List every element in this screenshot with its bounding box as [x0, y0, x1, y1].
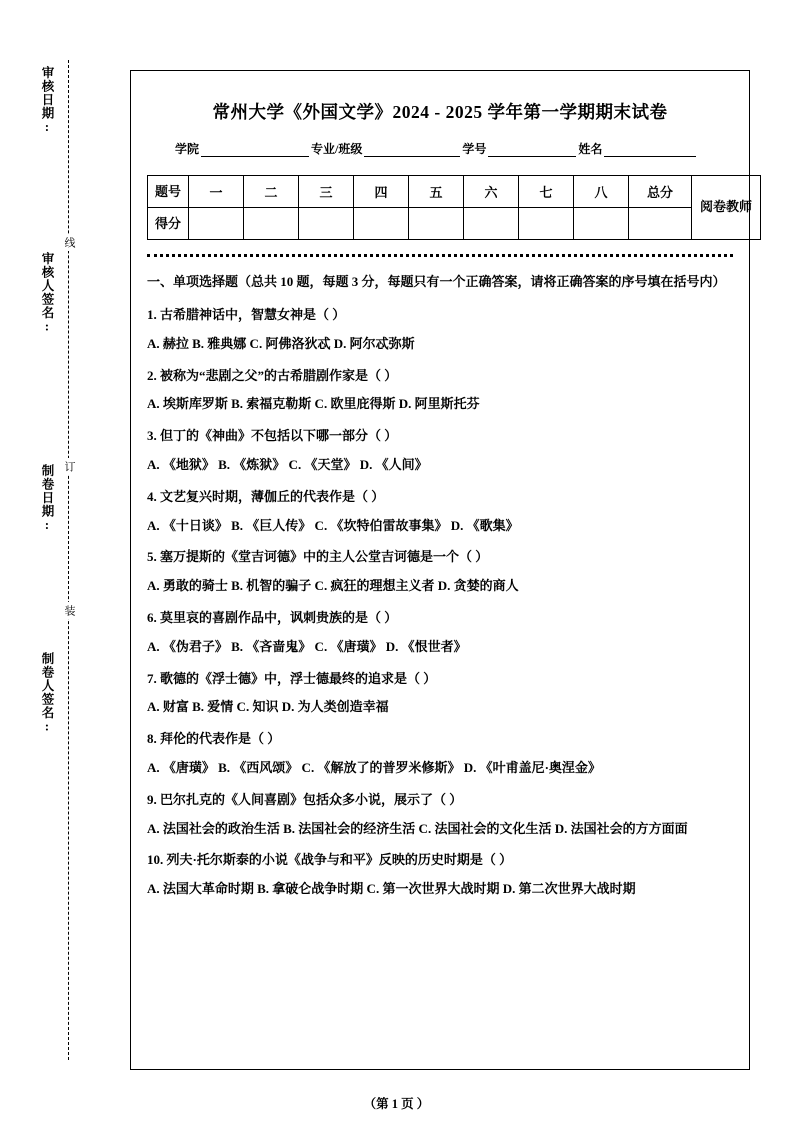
paper-date-label: 制卷日期:: [40, 464, 54, 533]
score-col-5: 五: [409, 176, 464, 208]
reviewer-sign-label: 审核人签名:: [40, 252, 54, 335]
field-college-input[interactable]: [201, 143, 309, 157]
paper-sign-label: 制卷人签名:: [40, 652, 54, 735]
field-student-id-label: 学号: [462, 142, 487, 156]
field-college-label: 学院: [175, 142, 200, 156]
score-cell-7[interactable]: [519, 208, 574, 240]
student-info-row: [147, 140, 733, 157]
question-body: [147, 271, 733, 900]
question-options: A. 财富 B. 爱情 C. 知识 D. 为人类创造幸福: [147, 699, 389, 715]
field-major-class: [311, 140, 462, 157]
score-col-teacher: 阅卷教师: [692, 176, 761, 240]
review-date-label: 审核日期:: [40, 66, 54, 135]
score-cell-total[interactable]: [629, 208, 692, 240]
question-stem: 7. 歌德的《浮士德》中，浮士德最终的追求是（ ）: [147, 670, 437, 686]
question-stem: 3. 但丁的《神曲》不包括以下哪一部分（ ）: [147, 428, 398, 444]
seal-mark-bind: 订: [61, 458, 77, 475]
score-col-8: 八: [574, 176, 629, 208]
score-col-3: 三: [299, 176, 354, 208]
dashed-fold-line: [68, 60, 69, 1060]
score-cell-4[interactable]: [354, 208, 409, 240]
question-options: A. 《唐璜》 B. 《西风颂》 C. 《解放了的普罗米修斯》 D. 《叶甫盖尼·奥涅金》: [147, 760, 601, 776]
question-stem: 1. 古希腊神话中，智慧女神是（ ）: [147, 307, 346, 323]
score-table: [147, 175, 761, 240]
page-title: 常州大学《外国文学》2024 - 2025 学年第一学期期末试卷: [212, 102, 668, 122]
field-name: [578, 140, 698, 157]
score-table-head-question: 题号: [148, 176, 189, 208]
score-col-2: 二: [244, 176, 299, 208]
question-stem: 2. 被称为“悲剧之父”的古希腊剧作家是（ ）: [147, 367, 398, 383]
seal-mark-pack: 装: [61, 602, 77, 619]
score-table-head-score: 得分: [148, 208, 189, 240]
question-stem: 6. 莫里哀的喜剧作品中，讽刺贵族的是（ ）: [147, 610, 398, 626]
exam-sheet: [130, 70, 750, 1070]
score-col-total: 总分: [629, 176, 692, 208]
score-cell-6[interactable]: [464, 208, 519, 240]
field-student-id: [462, 140, 578, 157]
question-stem: 10. 列夫·托尔斯泰的小说《战争与和平》反映的历史时期是（ ）: [147, 852, 513, 868]
table-row-scores: [148, 208, 761, 240]
score-col-7: 七: [519, 176, 574, 208]
section-heading: 一、单项选择题（总共 10 题，每题 3 分，每题只有一个正确答案，请将正确答案的序号填在括号内）: [147, 274, 726, 289]
score-cell-3[interactable]: [299, 208, 354, 240]
field-name-input[interactable]: [604, 143, 696, 157]
score-col-1: 一: [189, 176, 244, 208]
question-options: A. 法国社会的政治生活 B. 法国社会的经济生活 C. 法国社会的文化生活 D. 法国社会的方方面面: [147, 820, 688, 836]
question-options: A. 《伪君子》 B. 《吝啬鬼》 C. 《唐璜》 D. 《恨世者》: [147, 638, 467, 654]
divider-dotted: [147, 254, 733, 257]
table-row-question-numbers: [148, 176, 761, 208]
question-options: A. 法国大革命时期 B. 拿破仑战争时期 C. 第一次世界大战时期 D. 第二次世界大战时期: [147, 881, 636, 897]
question-stem: 5. 塞万提斯的《堂吉诃德》中的主人公堂吉诃德是一个（ ）: [147, 549, 489, 565]
field-name-label: 姓名: [578, 142, 603, 156]
field-major-class-input[interactable]: [364, 143, 460, 157]
field-major-class-label: 专业/班级: [311, 142, 363, 156]
score-col-4: 四: [354, 176, 409, 208]
score-cell-5[interactable]: [409, 208, 464, 240]
question-stem: 9. 巴尔扎克的《人间喜剧》包括众多小说，展示了（ ）: [147, 791, 463, 807]
field-college: [175, 140, 311, 157]
seal-mark-line: 线: [61, 234, 77, 251]
question-options: A. 《地狱》 B. 《炼狱》 C. 《天堂》 D. 《人间》: [147, 457, 428, 473]
question-options: A. 赫拉 B. 雅典娜 C. 阿佛洛狄忒 D. 阿尔忒弥斯: [147, 335, 415, 351]
score-cell-2[interactable]: [244, 208, 299, 240]
question-stem: 4. 文艺复兴时期，薄伽丘的代表作是（ ）: [147, 488, 385, 504]
score-col-6: 六: [464, 176, 519, 208]
score-cell-1[interactable]: [189, 208, 244, 240]
binding-margin: [30, 60, 120, 1060]
page-number: （第 1 页 ）: [363, 1097, 430, 1111]
field-student-id-input[interactable]: [488, 143, 576, 157]
question-stem: 8. 拜伦的代表作是（ ）: [147, 731, 281, 747]
score-cell-8[interactable]: [574, 208, 629, 240]
question-options: A. 勇敢的骑士 B. 机智的骗子 C. 疯狂的理想主义者 D. 贪婪的商人: [147, 578, 519, 594]
question-options: A. 埃斯库罗斯 B. 索福克勒斯 C. 欧里庇得斯 D. 阿里斯托芬: [147, 396, 480, 412]
question-options: A. 《十日谈》 B. 《巨人传》 C. 《坎特伯雷故事集》 D. 《歌集》: [147, 517, 519, 533]
